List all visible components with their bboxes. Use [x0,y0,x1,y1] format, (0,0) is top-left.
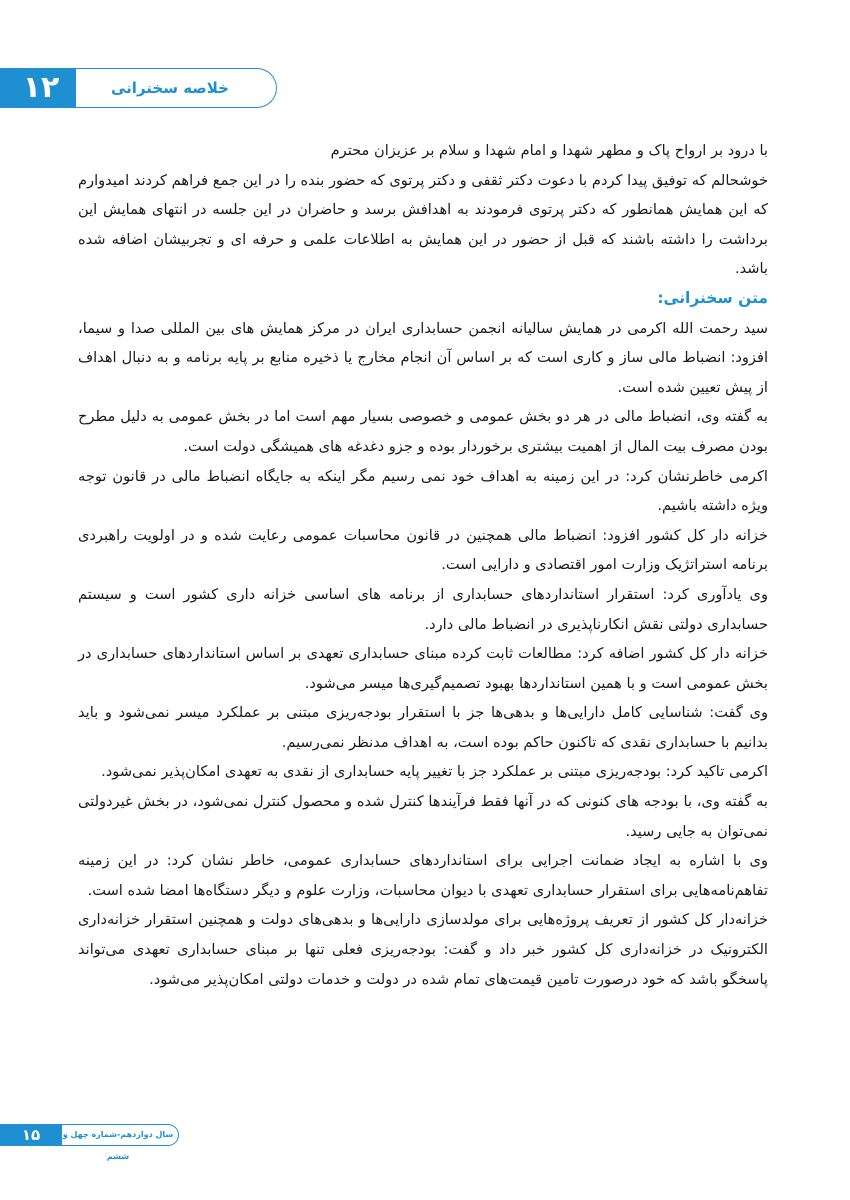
body-paragraph: به گفته وی، با بودجه های کنونی که در آنها فقط فرآیندها کنترل شده و محصول کنترل نمی‌شود، در بخش غیردولتی نمی‌توان به جایی رسید. [78,793,768,840]
section-header [0,68,280,108]
body-paragraph: خزانه دار کل کشور افزود: انضباط مالی همچنین در قانون محاسبات عمومی رعایت شده و در اولویت راهبردی برنامه استراتژیک وزارت امور اقتصادی و دارایی است. [78,526,768,574]
body-paragraph: وی یادآوری کرد: استقرار استانداردهای حسابداری از برنامه های اساسی خزانه داری کشور است و سیستم حسابداری دولتی نقش انکارناپذیری در انضباط مالی دارد. [78,585,768,633]
greeting-paragraph: با درود بر ارواح پاک و مطهر شهدا و امام شهدا و سلام بر عزیزان محترم [330,142,768,159]
body-paragraph: خزانه‌دار کل کشور از تعریف پروژه‌هایی برای مولدسازی دارایی‌ها و بدهی‌های دولت و همچنین استقرار خزانه‌داری الکترونیک در خزانه‌داری کل کشور خبر داد و گفت: بودجه‌ریزی فعلی تنها بر مبنای حسابداری تعهدی می‌تواند پاسخگو باشد که خود درصورت تامین قیمت‌های تمام شده در دولت و خدمات دولتی امکان‌پذیر می‌شود. [78,911,768,988]
issue-label: سال دوازدهم-شماره چهل و ششم [62,1130,174,1161]
page-number: ۱۵ [21,1126,41,1144]
intro-paragraph: خوشحالم که توفیق پیدا کردم با دعوت دکتر ثقفی و دکتر پرتوی که حضور بنده را در این جمع فراهم کردند امیدوارم که این همایش همانطور که دکتر پرتوی فرمودند به اهدافش برسد و حاضران در این جلسه در انتهای همایش این برداشت را داشته باشند که قبل از حضور در این همایش به اطلاعات علمی و حرفه ای و تجربیشان اضافه شده باشد. [78,171,768,278]
section-title: خلاصه سخنرانی [111,79,229,97]
body-paragraph: خزانه دار کل کشور اضافه کرد: مطالعات ثابت کرده مبنای حسابداری تعهدی بر اساس استانداردهای حسابداری در بخش عمومی است و با همین استانداردها بهبود تصمیم‌گیری‌ها میسر می‌شود. [78,645,768,692]
body-paragraph: وی با اشاره به ایجاد ضمانت اجرایی برای استانداردهای حسابداری عمومی، خاطر نشان کرد: در این زمینه تفاهم‌نامه‌هایی برای استقرار حسابداری تعهدی با دیوان محاسبات، وزارت علوم و دیگر دستگاه‌ها امضا شده است. [78,852,768,899]
body-paragraph: وی گفت: شناسایی کامل دارایی‌ها و بدهی‌ها جز با استقرار بودجه‌ریزی مبتنی بر عملکرد میسر نمی‌شود و باید بدانیم با حسابداری نقدی که تاکنون حاکم بوده است، به اهداف مدنظر نمی‌رسیم. [78,704,768,751]
body-paragraph: اکرمی خاطرنشان کرد: در این زمینه به اهداف خود نمی رسیم مگر اینکه به جایگاه انضباط مالی در قانون توجه ویژه داشته باشیم. [78,467,768,515]
body-paragraph: اکرمی تاکید کرد: بودجه‌ریزی مبتنی بر عملکرد جز با تغییر پایه حسابداری از نقدی به تعهدی امکان‌پذیر نمی‌شود. [101,763,768,781]
section-number: ۱۲ [22,70,60,105]
article-body [78,136,768,994]
body-paragraph: سید رحمت الله اکرمی در همایش سالیانه انجمن حسابداری ایران در مرکز همایش های بین المللی صدا و سیما، افزود: انضباط مالی ساز و کاری است که بر اساس آن انجام مخارج یا ذخیره منابع بر پایه برنامه و به دنبال اهداف از پیش تعیین شده است. [78,319,768,396]
body-paragraph: به گفته وی، انضباط مالی در هر دو بخش عمومی و خصوصی بسیار مهم است اما در بخش عمومی به دلیل مطرح بودن مصرف بیت المال از اهمیت بیشتری برخوردار بوده و جزو دغدغه های همیشگی دولت است. [78,408,768,455]
speech-heading: متن سخنرانی: [657,288,768,307]
